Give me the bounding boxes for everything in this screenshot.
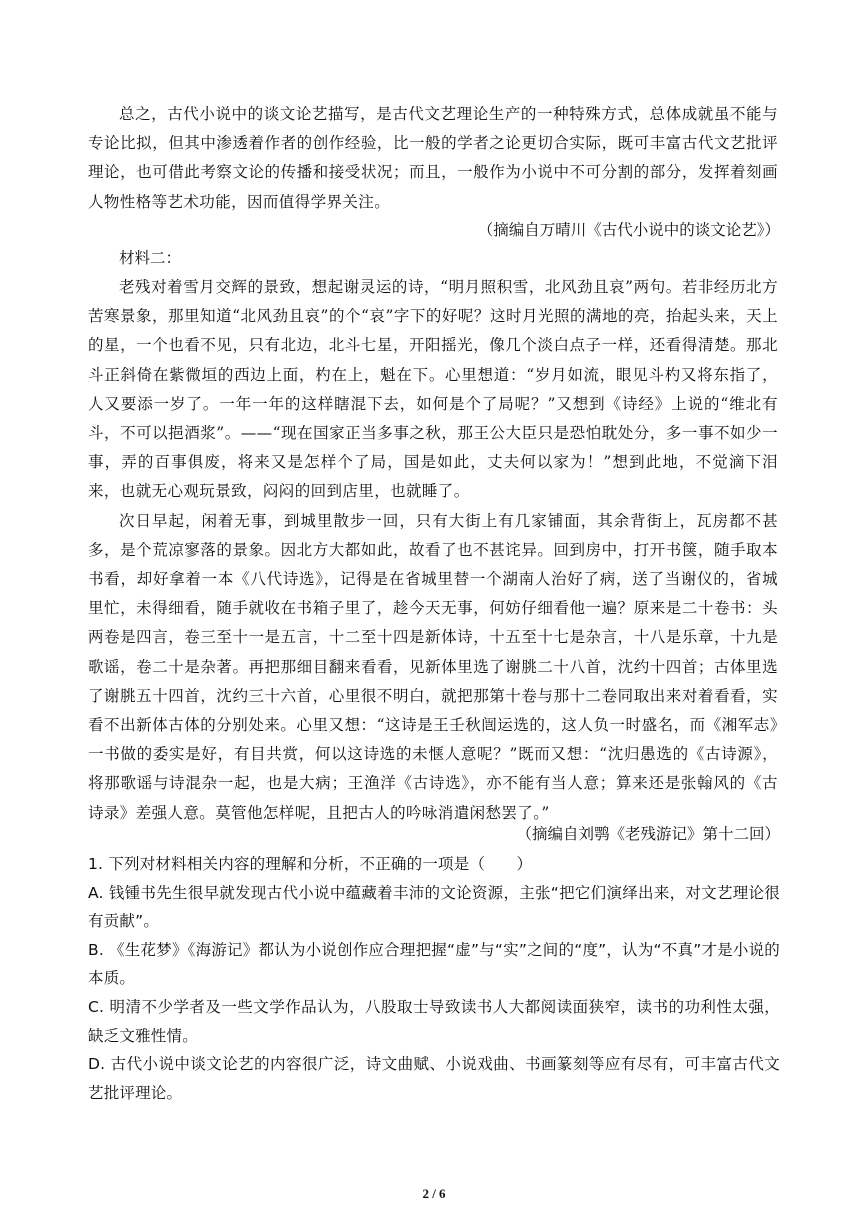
material-2-paragraph: 次日早起，闲着无事，到城里散步一回，只有大街上有几家铺面，其余背街上，瓦房都不甚多，是个荒凉寥落的景象。因北方大都如此，故看了也不甚诧异。回到房中，打开书箧，随手取本书看，却好拿着一本《八代诗选》，记得是在省城里替一个湖南人治好了病，送了当谢仪的，省城里忙，未得细看，随手就收在书箱子里了，趁今天无事，何妨仔细看他一遍？原来是二十卷书：头两卷是四言，卷三至十一是五言，十二至十四是新体诗，十五至十七是杂言，十八是乐章，十九是歌谣，卷二十是杂著。再把那细目翻来看看，见新体里选了谢朓二十八首，沈约十四首；古体里选了谢朓五十四首，沈约三十六首，心里很不明白，就把那第十卷与那十二卷同取出来对着看看，实看不出新体古体的分别处来。心里又想：“这诗是王壬秋闿运选的，这人负一时盛名，而《湘军志》一书做的委实是好，有目共赏，何以这诗选的未惬人意呢？”既而又想：“沈归愚选的《古诗源》，将那歌谣与诗混杂一起，也是大病；王渔洋《古诗选》，亦不能有当人意；算来还是张翰风的《古诗录》差强人意。莫管他怎样呢，且把古人的吟咏消遣闲愁罢了。” [88, 511, 778, 822]
option-a: A. 钱锺书先生很早就发现古代小说中蕴藏着丰沛的文论资源，主张“把它们演绎出来，对文艺理论很有贡献”。 [88, 883, 780, 931]
intro-paragraph: 总之，古代小说中的谈文论艺描写，是古代文艺理论生产的一种特殊方式，总体成就虽不能与专论比拟，但其中渗透着作者的创作经验，比一般的学者之论更切合实际，既可丰富古代文艺批评理论，也可借此考察文论的传播和接受状况；而且，一般作为小说中不可分割的部分，发挥着刻画人物性格等艺术功能，因而值得学界关注。 [88, 105, 778, 211]
source-citation-2: （摘编自刘鹗《老残游记》第十二回） [516, 825, 780, 843]
question-1 [88, 850, 780, 1107]
question-stem: 1. 下列对材料相关内容的理解和分析，不正确的一项是（ ） [88, 855, 533, 873]
option-c: C. 明清不少学者及一些文学作品认为，八股取士导致读书人大都阅读面狭窄，读书的功利性太强，缺乏文雅性情。 [88, 997, 780, 1045]
material-2-body [88, 273, 778, 828]
material-2-paragraph: 老残对着雪月交辉的景致，想起谢灵运的诗，“明月照积雪，北风劲且哀”两句。若非经历北方苦寒景象，那里知道“北风劲且哀”的个“哀”字下的好呢？这时月光照的满地的亮，抬起头来，天上的星，一个也看不见，只有北边，北斗七星，开阳摇光，像几个淡白点子一样，还看得清楚。那北斗正斜倚在紫微垣的西边上面，杓在上，魁在下。心里想道：“岁月如流，眼见斗杓又将东指了，人又要添一岁了。一年一年的这样瞎混下去，如何是个了局呢？”又想到《诗经》上说的“维北有斗，不可以挹酒浆”。——“现在国家正当多事之秋，那王公大臣只是恐怕耽处分，多一事不如少一事，弄的百事俱废，将来又是怎样个了局，国是如此，丈夫何以家为！”想到此地，不觉滴下泪来，也就无心观玩景致，闷闷的回到店里，也就睡了。 [88, 278, 778, 501]
option-d: D. 古代小说中谈文论艺的内容很广泛，诗文曲赋、小说戏曲、书画篆刻等应有尽有，可丰富古代文艺批评理论。 [88, 1055, 780, 1102]
source-citation-1: （摘编自万晴川《古代小说中的谈文论艺》） [477, 221, 780, 239]
intro-section [88, 100, 778, 217]
option-b: B. 《生花梦》《海游记》都认为小说创作应合理把握“虚”与“实”之间的“度”，认为“不真”才是小说的本质。 [88, 940, 780, 988]
material-2-heading: 材料二： [119, 249, 182, 267]
page-number: 2 / 6 [422, 1186, 446, 1201]
